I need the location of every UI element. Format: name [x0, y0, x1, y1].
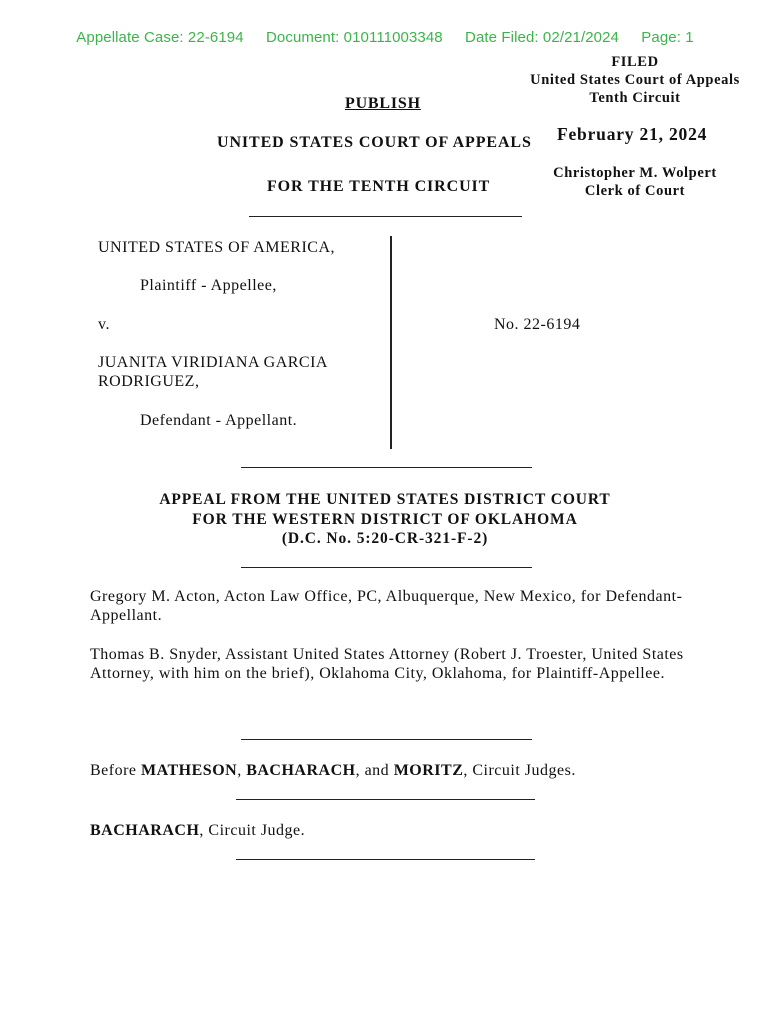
- caption-divider: [390, 236, 392, 449]
- filing-stamp: [0, 29, 770, 46]
- filed-date: February 21, 2024: [557, 124, 708, 144]
- defendant-name-line1: JUANITA VIRIDIANA GARCIA: [98, 354, 328, 371]
- versus: v.: [98, 316, 110, 333]
- publish-label: PUBLISH: [345, 95, 421, 112]
- court-name: UNITED STATES COURT OF APPEALS: [217, 134, 532, 151]
- divider: [241, 739, 532, 740]
- appeal-block: [0, 490, 770, 549]
- judge-matheson: MATHESON: [141, 762, 238, 779]
- author-suffix: , Circuit Judge.: [199, 822, 306, 839]
- panel-line: [90, 762, 576, 780]
- panel-suffix: , Circuit Judges.: [463, 762, 576, 779]
- divider: [236, 859, 535, 860]
- panel-before: Before: [90, 762, 142, 779]
- appeal-line1: APPEAL FROM THE UNITED STATES DISTRICT COURT: [159, 491, 611, 508]
- filed-label: FILED: [611, 54, 659, 70]
- divider: [241, 467, 532, 468]
- panel-separator: , and: [355, 762, 394, 779]
- defendant-name-line2: RODRIGUEZ,: [98, 373, 200, 390]
- defendant-role: Defendant - Appellant.: [140, 412, 298, 429]
- appeal-line2: FOR THE WESTERN DISTRICT OF OKLAHOMA: [192, 510, 578, 528]
- stamp-document: Document: 010111003348: [265, 29, 443, 46]
- panel-separator: ,: [237, 762, 247, 779]
- stamp-case: Appellate Case: 22-6194: [76, 29, 244, 46]
- authoring-judge: [90, 822, 305, 840]
- counsel-appellant: Gregory M. Acton, Acton Law Office, PC, Albuquerque, New Mexico, for Defendant-Appellant.: [90, 588, 683, 624]
- clerk-title: Clerk of Court: [584, 183, 686, 199]
- stamp-date-filed: Date Filed: 02/21/2024: [465, 29, 620, 46]
- judge-bacharach: BACHARACH: [246, 762, 356, 779]
- divider: [236, 799, 535, 800]
- author-name: BACHARACH: [90, 822, 200, 839]
- counsel-appellee: Thomas B. Snyder, Assistant United States Attorney (Robert J. Troester, United States Attorney, with him on the brief), Oklahoma City, Oklahoma, for Plaintiff-Appellee.: [90, 646, 684, 682]
- case-number: No. 22-6194: [494, 316, 581, 333]
- plaintiff-role: Plaintiff - Appellee,: [140, 277, 277, 294]
- clerk-block: [520, 164, 750, 200]
- stamp-page: Page: 1: [641, 29, 694, 46]
- district-case-number: (D.C. No. 5:20-CR-321-F-2): [281, 530, 489, 547]
- plaintiff-name: UNITED STATES OF AMERICA,: [98, 239, 336, 256]
- judge-moritz: MORITZ: [393, 762, 464, 779]
- filed-block: [505, 53, 765, 107]
- circuit-name: FOR THE TENTH CIRCUIT: [267, 178, 491, 195]
- filed-court: United States Court of Appeals: [530, 72, 740, 88]
- clerk-name: Christopher M. Wolpert: [553, 165, 717, 181]
- filed-circuit: Tenth Circuit: [589, 90, 681, 106]
- divider: [241, 567, 532, 568]
- divider: [249, 216, 522, 217]
